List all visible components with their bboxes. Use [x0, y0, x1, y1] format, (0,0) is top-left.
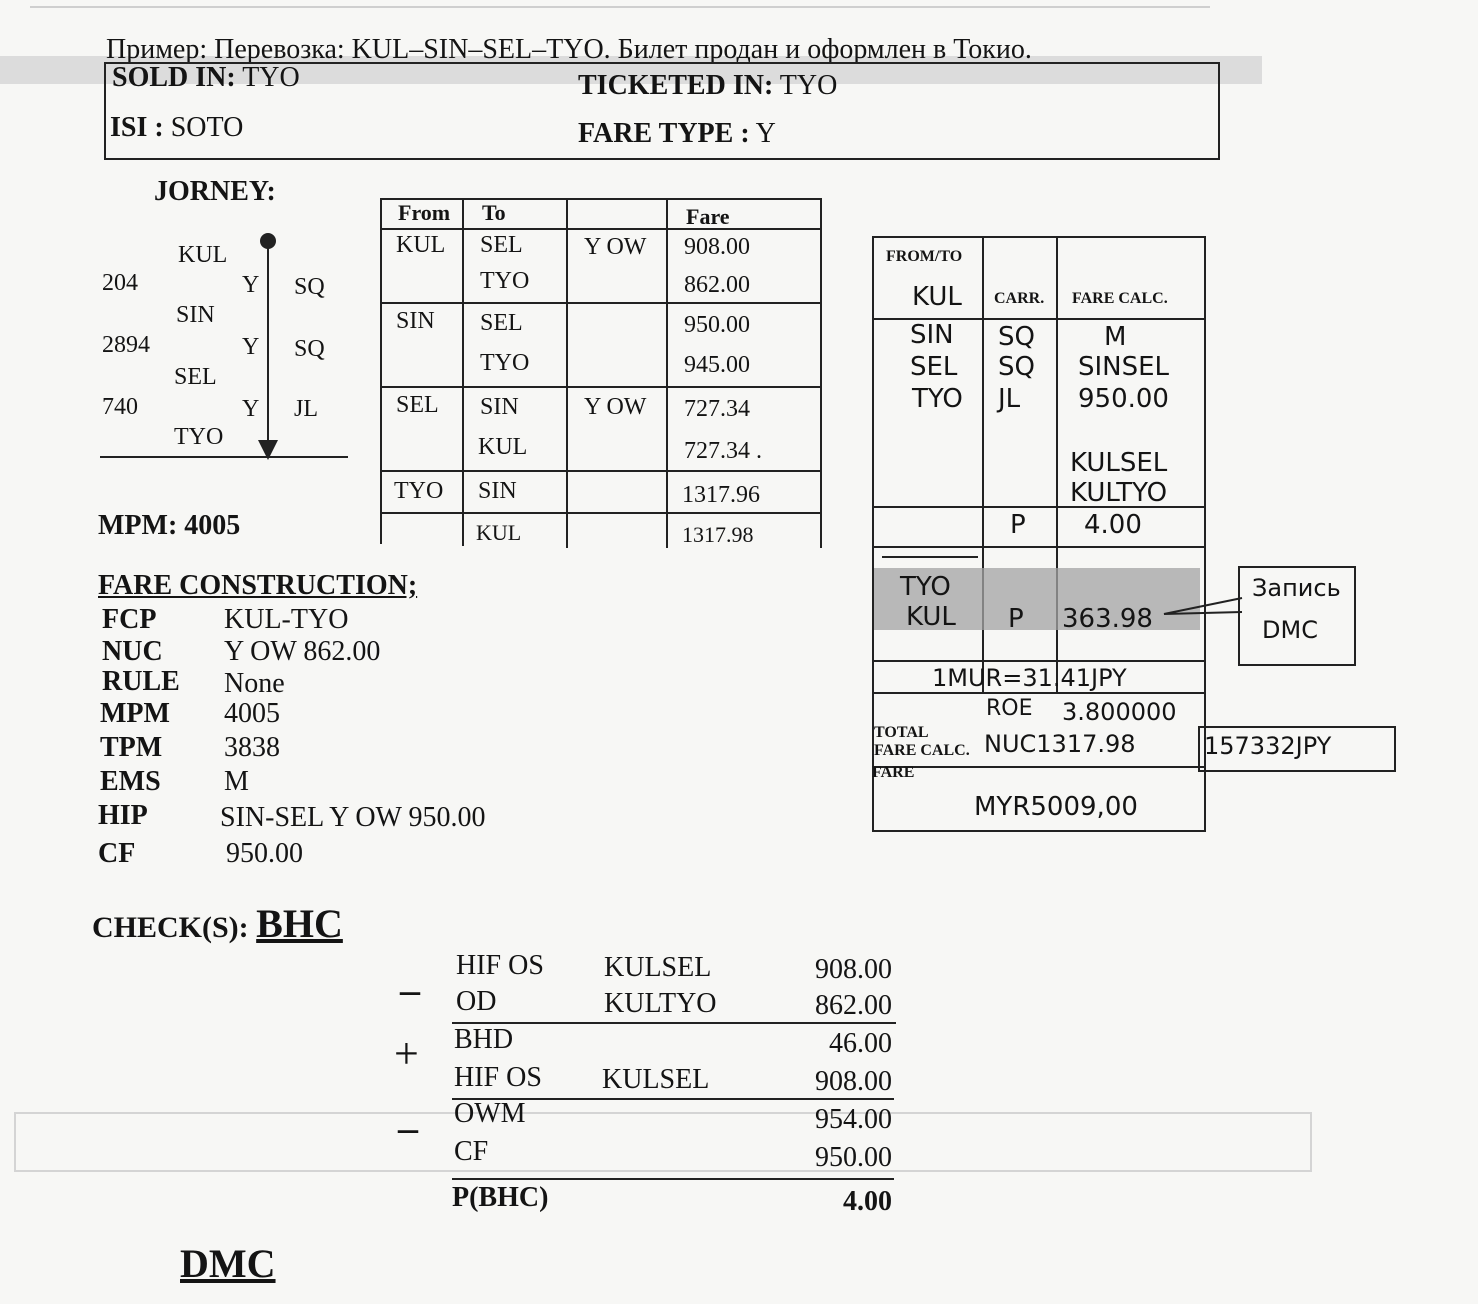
ticket-header-fromto: FROM/TO	[886, 248, 963, 265]
callout-line1: Запись	[1252, 574, 1341, 602]
segment-class: Y	[242, 272, 260, 298]
check-amount: 954.00	[815, 1104, 892, 1135]
ticket-fare-label: FARE	[872, 764, 915, 781]
fare-amount: 908.00	[684, 234, 750, 260]
fare-amount: 945.00	[684, 352, 750, 378]
fare-table-row-line	[382, 386, 822, 388]
fare-amount: 862.00	[684, 272, 750, 298]
ticket-top	[874, 236, 1204, 238]
minus-sign: –	[398, 1105, 418, 1150]
fare-table-header: From	[398, 200, 451, 225]
fare-table-col	[462, 198, 464, 546]
fc-label: NUC	[102, 636, 163, 667]
journey-mpm: MPM: 4005	[98, 510, 241, 541]
ticket-city: SEL	[910, 352, 958, 382]
fare-amount: 727.34 .	[684, 438, 762, 464]
ticket-rate: 1MUR=31.41JPY	[932, 664, 1127, 692]
fc-label: FCP	[102, 604, 157, 635]
check-label: HIF OS	[454, 1062, 542, 1093]
fc-value: None	[224, 668, 285, 699]
ticket-header-carr: CARR.	[994, 290, 1045, 307]
ticket-calc: 950.00	[1078, 384, 1169, 414]
ticket-row-line	[874, 692, 1204, 694]
journey-title: JORNEY:	[154, 176, 276, 207]
fare-type: Y OW	[584, 394, 647, 420]
checks-title: CHECK(S): BHC	[92, 901, 343, 946]
sold-in: SOLD IN: TYO	[112, 62, 300, 93]
check-rule	[452, 1022, 896, 1024]
journey-point: SEL	[174, 364, 217, 390]
check-label: OWM	[454, 1098, 526, 1129]
fare-table-header: To	[482, 200, 506, 225]
dmc-heading: DMC	[180, 1241, 276, 1286]
ticket-total-jpy: 157332JPY	[1204, 732, 1332, 760]
ticket-calc-extra: KULTYO	[1070, 478, 1168, 508]
ticket-row-line	[874, 546, 1204, 548]
fare-from: TYO	[394, 478, 444, 504]
check-amount: 908.00	[815, 954, 892, 985]
segment-carrier: SQ	[294, 336, 325, 362]
fare-table-row-line	[382, 470, 822, 472]
plus-sign: +	[394, 1029, 419, 1078]
journey-point: SIN	[176, 302, 215, 328]
check-label: BHD	[454, 1024, 514, 1055]
fare-table-col	[380, 198, 382, 544]
fare-to: SIN	[480, 394, 519, 420]
fare-from: KUL	[396, 232, 446, 258]
ticket-row-line	[874, 766, 1204, 768]
ticket-p-value: 4.00	[1084, 510, 1142, 540]
dmc-value: 363.98	[1062, 604, 1153, 634]
fc-label: EMS	[100, 766, 161, 797]
fare-to: TYO	[480, 268, 530, 294]
fare-to: SIN	[478, 478, 517, 504]
ticket-calc-extra: KULSEL	[1070, 448, 1168, 478]
fare-type: Y OW	[584, 234, 647, 260]
ticket-p-label: P	[1010, 510, 1026, 540]
journey-line	[267, 244, 269, 444]
ticket-total-label: TOTAL	[874, 724, 929, 741]
ticket-roe-label: ROE	[986, 696, 1033, 721]
fare-table-row-line	[382, 512, 822, 514]
dmc-p: P	[1008, 604, 1024, 634]
dmc-city: KUL	[906, 602, 956, 632]
fc-value: 4005	[224, 698, 280, 729]
ticket-carrier: SQ	[998, 352, 1035, 382]
fare-type: FARE TYPE : Y	[578, 118, 776, 149]
segment-class: Y	[242, 334, 260, 360]
check-pair: KULSEL	[604, 952, 712, 983]
ticket-header-fare-calc: FARE CALC.	[1072, 290, 1168, 307]
fare-table-header: Fare	[686, 204, 730, 229]
fare-to: SEL	[480, 232, 523, 258]
fare-amount: 1317.98	[682, 522, 754, 547]
check-amount: 950.00	[815, 1142, 892, 1173]
callout-line2: DMC	[1262, 616, 1318, 644]
fc-value: M	[224, 766, 249, 797]
check-pair: KULTYO	[604, 988, 717, 1019]
scan-bottom-frame	[14, 1112, 1312, 1172]
ticket-city: TYO	[912, 384, 963, 414]
fc-value: 3838	[224, 732, 280, 763]
journey-point: KUL	[178, 242, 228, 268]
journey-point: TYO	[174, 424, 224, 450]
ticket-total-nuc: NUC1317.98	[984, 730, 1136, 758]
isi: ISI : SOTO	[110, 112, 244, 143]
ticket-origin: KUL	[912, 282, 962, 312]
ticket-calc: M	[1104, 322, 1127, 352]
fare-amount: 727.34	[684, 396, 750, 422]
minus-sign: –	[400, 967, 420, 1012]
check-label: OD	[456, 986, 497, 1017]
check-amount: 4.00	[843, 1186, 892, 1217]
ticket-fare-myr: MYR5009,00	[974, 792, 1138, 822]
fc-label: RULE	[102, 666, 180, 697]
fare-table-col	[820, 198, 822, 548]
segment-carrier: SQ	[294, 274, 325, 300]
example-line: Пример: Перевозка: KUL–SIN–SEL–TYO. Билет продан и оформлен в Токио.	[106, 34, 1032, 65]
check-amount: 46.00	[829, 1028, 892, 1059]
fc-label: TPM	[100, 732, 163, 763]
check-amount: 908.00	[815, 1066, 892, 1097]
fc-label: HIP	[98, 800, 148, 831]
fare-from: SIN	[396, 308, 435, 334]
fc-value: Y OW 862.00	[224, 636, 381, 667]
check-rule	[452, 1178, 894, 1180]
journey-underline	[100, 456, 348, 458]
ticket-carrier: SQ	[998, 322, 1035, 352]
ticket-carrier: JL	[998, 384, 1021, 414]
fare-table-row-line	[382, 302, 822, 304]
fc-label: MPM	[100, 698, 170, 729]
fare-construction-title: FARE CONSTRUCTION;	[98, 570, 418, 601]
check-pair: KULSEL	[602, 1064, 710, 1095]
fare-to: TYO	[480, 350, 530, 376]
segment-class: Y	[242, 396, 260, 422]
check-amount: 862.00	[815, 990, 892, 1021]
ticket-total-label: FARE CALC.	[874, 742, 970, 759]
fare-amount: 950.00	[684, 312, 750, 338]
check-label: HIF OS	[456, 950, 544, 981]
ticket-roe-value: 3.800000	[1062, 698, 1177, 726]
scan-top-frame	[30, 0, 1210, 8]
segment-flight: 204	[102, 270, 138, 296]
fc-value: KUL-TYO	[224, 604, 349, 635]
ticket-row-line	[874, 660, 1204, 662]
ticket-calc: SINSEL	[1078, 352, 1170, 382]
fare-table-col	[666, 198, 668, 548]
fc-value: 950.00	[226, 838, 303, 869]
ticket-short-line	[882, 556, 978, 558]
ticket-city: SIN	[910, 320, 954, 350]
segment-flight: 2894	[102, 332, 150, 358]
fare-table-header-line	[382, 228, 822, 230]
fare-to: KUL	[476, 520, 522, 545]
fc-label: CF	[98, 838, 136, 869]
dmc-city: TYO	[900, 572, 951, 602]
fare-from: SEL	[396, 392, 439, 418]
fare-table-col	[566, 198, 568, 548]
fare-to: SEL	[480, 310, 523, 336]
segment-carrier: JL	[294, 396, 318, 422]
check-label: CF	[454, 1136, 489, 1167]
ticketed-in: TICKETED IN: TYO	[578, 70, 838, 101]
fc-value: SIN-SEL Y OW 950.00	[220, 802, 486, 833]
fare-to: KUL	[478, 434, 528, 460]
segment-flight: 740	[102, 394, 138, 420]
check-label: P(BHC)	[452, 1182, 549, 1213]
callout-pointer	[1160, 596, 1244, 620]
fare-amount: 1317.96	[682, 482, 760, 508]
